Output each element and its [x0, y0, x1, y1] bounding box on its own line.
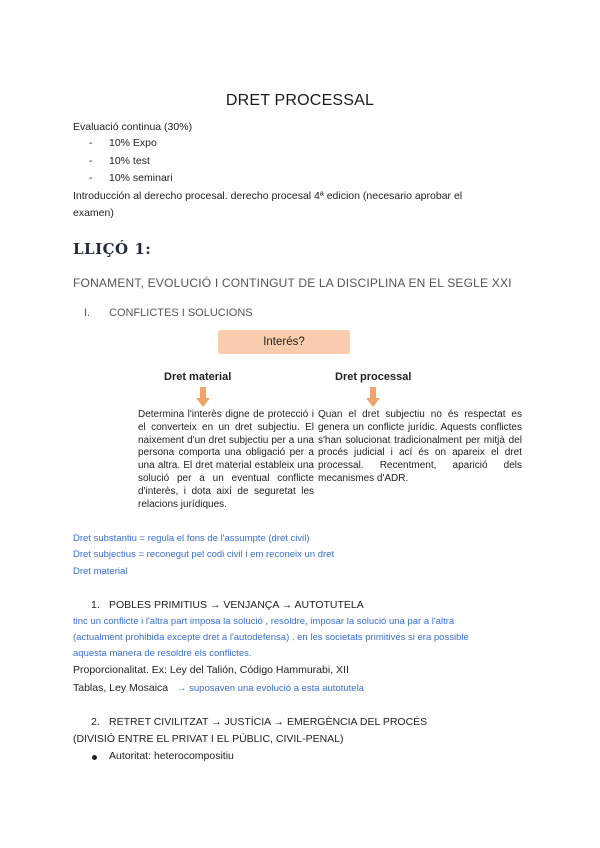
item2-heading: RETRET CIVILITZAT → JUSTÍCIA → EMERGÈNCIA DEL PROCÉS: [109, 716, 428, 728]
eval-dash: -: [89, 172, 93, 184]
tablas-line: Tablas, Ley Mosaica: [73, 682, 169, 694]
note-line: Dret material: [73, 566, 128, 577]
item1-note-line: (actualment prohibida excepte dret a l'autodefensa) . en les societats primitives si era possible: [73, 632, 469, 643]
eval-dash: -: [89, 137, 93, 149]
eval-item: 10% test: [109, 155, 150, 167]
eval-item: 10% Expo: [109, 137, 157, 149]
bullet-dot-icon: [92, 755, 97, 760]
item1-heading: POBLES PRIMITIUS → VENJANÇA → AUTOTUTELA: [109, 599, 364, 611]
proportionality-line: Proporcionalitat. Ex: Ley del Talión, Código Hammurabi, XII: [73, 664, 349, 676]
intro-line: Introducción al derecho procesal. derecho procesal 4ª edicion (necesario aprobar el: [73, 190, 463, 202]
dret-processal-text: Quan el dret subjectiu no és respectat es genera un conflicte jurídic. Aquests conflictes s'han solucionat tradicionalment per mitjà del procés judicial i ací és on apareix el dret processal. Recentment, aparició dels mecanismes d'ADR.: [318, 409, 522, 484]
tablas-note: → suposaven una evolució a esta autotutela: [177, 683, 364, 694]
subsection-number: I.: [84, 307, 91, 319]
subsection-label: CONFLICTES I SOLUCIONS: [109, 307, 253, 319]
item1-note-line: aquesta manera de resoldre els conflictes.: [73, 648, 252, 659]
section-heading: FONAMENT, EVOLUCIÓ I CONTINGUT DE LA DISCIPLINA EN EL SEGLE XXI: [73, 276, 512, 290]
eval-dash: -: [89, 155, 93, 167]
item2-subheading: (DIVISIÓ ENTRE EL PRIVAT I EL PÚBLIC, CIVIL-PENAL): [73, 733, 344, 745]
note-line: Dret substantiu = regula el fons de l'assumpte (dret civil): [73, 533, 310, 544]
lesson-title: LLIÇÓ 1:: [73, 240, 152, 258]
dret-material-text: Determina l'interès digne de protecció i el converteix en un dret subjectiu. El naixement d'un dret subjectiu per a una persona comporta una obligació per a una altra. El dret material estableix una solució per a un eventual conflicte d'interès, i dota així de seguretat les relacions jurídiques.: [138, 409, 314, 510]
eval-item: 10% seminari: [109, 172, 173, 184]
page-title: DRET PROCESSAL: [225, 92, 375, 109]
interest-badge: Interés?: [218, 330, 350, 354]
dret-material-title: Dret material: [164, 371, 232, 383]
arrow-down-icon: [196, 387, 210, 407]
dret-processal-title: Dret processal: [335, 371, 412, 383]
item1-note-line: tinc un conflicte i l'altra part imposa la solució , resoldre, imposar la solució una par a l'altra: [73, 616, 455, 627]
item2-bullet: Autoritat: heterocompositiu: [109, 750, 234, 762]
note-line: Dret subjectius = reconegut pel codi civil i em reconeix un dret: [73, 549, 335, 560]
item1-number: 1.: [91, 599, 100, 611]
intro-line: examen): [73, 207, 114, 219]
eval-heading: Evaluació continua (30%): [73, 121, 193, 133]
arrow-down-icon: [366, 387, 380, 407]
item2-number: 2.: [91, 716, 100, 728]
